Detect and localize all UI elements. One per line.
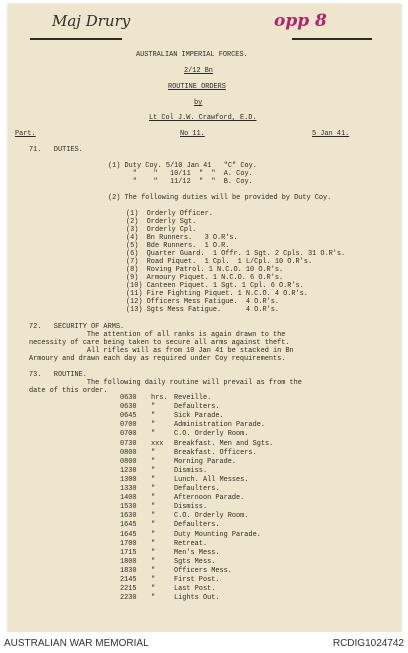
- routine-ditto: ": [151, 594, 156, 603]
- routine-event: Dismiss.: [174, 503, 208, 512]
- routine-event: Dismiss.: [174, 466, 208, 475]
- duty-coy-line: " " 11/12 " " B. Coy.: [108, 178, 253, 186]
- routine-ditto: hrs.: [151, 394, 168, 402]
- routine-time: 0630: [120, 394, 137, 402]
- section-heading: 72. SECURITY OF ARMS.: [29, 323, 125, 331]
- routine-time: 1630: [120, 512, 137, 521]
- routine-event: Sick Parade.: [174, 412, 224, 421]
- routine-event: Sgts Mess.: [174, 557, 216, 566]
- routine-ditto: ": [151, 457, 156, 466]
- routine-time: 0730: [120, 439, 137, 448]
- duty-item: (3) Orderly Cpl.: [126, 226, 197, 234]
- routine-time: 0700: [120, 430, 137, 439]
- redacted-classification-left: [30, 38, 122, 40]
- routine-event: First Post.: [174, 576, 220, 584]
- routine-time: 0800: [120, 457, 137, 466]
- duty-item: (11) Fire Fighting Piquet. 1 N.C.O. 4 O.R's.: [126, 290, 308, 298]
- duty-item: (13) Sgts Mess Fatigue. 4 O.R's.: [126, 306, 279, 314]
- routine-time: 1400: [120, 494, 137, 503]
- paragraph-line: necessity of care being taken to secure all arms against theft.: [29, 339, 290, 347]
- routine-event: Duty Mounting Parade.: [174, 530, 261, 539]
- routine-ditto: ": [151, 412, 156, 421]
- routine-ditto: ": [151, 448, 156, 457]
- routine-event: Defaulters.: [174, 403, 220, 412]
- routine-event: Officers Mess.: [174, 566, 232, 575]
- paragraph-line: date of this order.: [29, 387, 108, 395]
- routine-time: 0700: [120, 421, 137, 430]
- order-number: No 11.: [180, 130, 205, 138]
- routine-event: Men's Mess.: [174, 548, 220, 557]
- duty-item: (6) Quarter Guard. 1 Offr. 1 Sgt. 2 Cpls. 31 O.R's.: [126, 250, 346, 258]
- routine-event: Morning Parade.: [174, 457, 237, 466]
- handwritten-note-right: opp 8: [274, 11, 327, 31]
- routine-time: 1300: [120, 475, 137, 484]
- routine-ditto: ": [151, 530, 156, 539]
- section-heading: 73. ROUTINE.: [29, 371, 87, 379]
- routine-ditto: ": [151, 494, 156, 503]
- archive-name: AUSTRALIAN WAR MEMORIAL: [4, 638, 149, 649]
- routine-time: 1700: [120, 539, 137, 548]
- routine-ditto: ": [151, 512, 156, 521]
- routine-event: Last Post.: [174, 585, 216, 594]
- routine-event: Defaulters.: [174, 485, 220, 493]
- document-sheet: [8, 4, 401, 632]
- routine-time: 1830: [120, 566, 137, 575]
- duty-item: (9) Armoury Piquet. 1 N.C.O. 6 O.R's.: [126, 274, 284, 282]
- doc-title: AUSTRALIAN IMPERIAL FORCES.: [136, 51, 248, 59]
- routine-ditto: ": [151, 466, 156, 475]
- duty-item: (10) Canteen Piquet. 1 Sgt. 1 Cpl. 6 O.R's.: [126, 282, 304, 290]
- duty-item: (2) Orderly Sgt.: [126, 218, 197, 226]
- duty-item: (12) Officers Mess Fatigue. 4 O.R's.: [126, 298, 279, 306]
- part-label: Part.: [15, 130, 36, 138]
- routine-ditto: ": [151, 557, 156, 566]
- paragraph-line: All rifles will as from 10 Jan 41 be stacked in Bn: [29, 347, 294, 355]
- duty-item: (1) Orderly Officer.: [126, 210, 213, 218]
- routine-ditto: ": [151, 548, 156, 557]
- routine-event: Reveille.: [174, 394, 212, 402]
- duty-coy-line: (1) Duty Coy. 5/10 Jan 41 "C" Coy.: [108, 162, 257, 170]
- routine-event: Defaulters.: [174, 521, 220, 530]
- routine-event: Breakfast. Officers.: [174, 448, 257, 457]
- routine-time: 2230: [120, 594, 137, 603]
- routine-event: C.O. Orderly Room.: [174, 430, 249, 439]
- archive-id: RCDIG1024742: [332, 638, 404, 649]
- by-line: by: [194, 99, 203, 107]
- routine-ditto: ": [151, 403, 156, 412]
- routine-ditto: ": [151, 430, 156, 439]
- routine-ditto: ": [151, 576, 156, 584]
- routine-time: 1530: [120, 503, 137, 512]
- paragraph-line: Armoury and drawn each day as required under Coy requirements.: [29, 355, 286, 363]
- duty-item: (8) Roving Patrol. 1 N.C.O. 10 O.R's.: [126, 266, 284, 274]
- routine-time: 0800: [120, 448, 137, 457]
- order-date: 5 Jan 41.: [312, 130, 350, 138]
- commander: Lt Col J.W. Crawford, E.D.: [149, 114, 257, 122]
- routine-time: 1715: [120, 548, 137, 557]
- duty-coy-line: " " 10/11 " " A. Coy.: [108, 170, 253, 178]
- routine-event: C.O. Orderly Room.: [174, 512, 249, 521]
- routine-time: 1645: [120, 521, 137, 530]
- handwritten-note-left: Maj Drury: [52, 12, 131, 30]
- section-heading: 71. DUTIES.: [29, 146, 83, 154]
- routine-event: Retreat.: [174, 539, 208, 548]
- routine-time: 1330: [120, 485, 137, 493]
- doc-type: ROUTINE ORDERS: [168, 83, 226, 91]
- routine-ditto: xxx: [151, 439, 164, 448]
- routine-event: Breakfast. Men and Sgts.: [174, 439, 274, 448]
- routine-time: 2145: [120, 576, 137, 584]
- routine-time: 1800: [120, 557, 137, 566]
- routine-ditto: ": [151, 566, 156, 575]
- routine-ditto: ": [151, 585, 156, 594]
- routine-ditto: ": [151, 485, 156, 493]
- routine-time: 0645: [120, 412, 137, 421]
- routine-event: Administration Parade.: [174, 421, 265, 430]
- paragraph-line: The attention of all ranks is again drawn to the: [29, 331, 286, 339]
- routine-event: Afternoon Parade.: [174, 494, 245, 503]
- routine-ditto: ": [151, 521, 156, 530]
- duty-item: (4) Bn Runners. 3 O.R's.: [126, 234, 238, 242]
- duty-item: (5) Bde Runners. 1 O.R.: [126, 242, 230, 250]
- routine-time: 1645: [120, 530, 137, 539]
- routine-time: 2215: [120, 585, 137, 594]
- routine-ditto: ": [151, 503, 156, 512]
- routine-ditto: ": [151, 539, 156, 548]
- duties-intro: (2) The following duties will be provided by Duty Coy.: [108, 194, 332, 202]
- redacted-classification-right: [292, 38, 372, 40]
- routine-event: Lights Out.: [174, 594, 220, 603]
- routine-ditto: ": [151, 421, 156, 430]
- archive-footer: [0, 632, 408, 653]
- duty-item: (7) Road Piquet. 1 Cpl. 1 L/Cpl. 10 O.R's.: [126, 258, 313, 266]
- paragraph-line: The following daily routine will prevail as from the: [29, 379, 302, 387]
- unit-name: 2/12 Bn: [184, 67, 213, 75]
- routine-time: 1230: [120, 466, 137, 475]
- routine-event: Lunch. All Messes.: [174, 475, 249, 484]
- routine-ditto: ": [151, 475, 156, 484]
- routine-time: 0630: [120, 403, 137, 412]
